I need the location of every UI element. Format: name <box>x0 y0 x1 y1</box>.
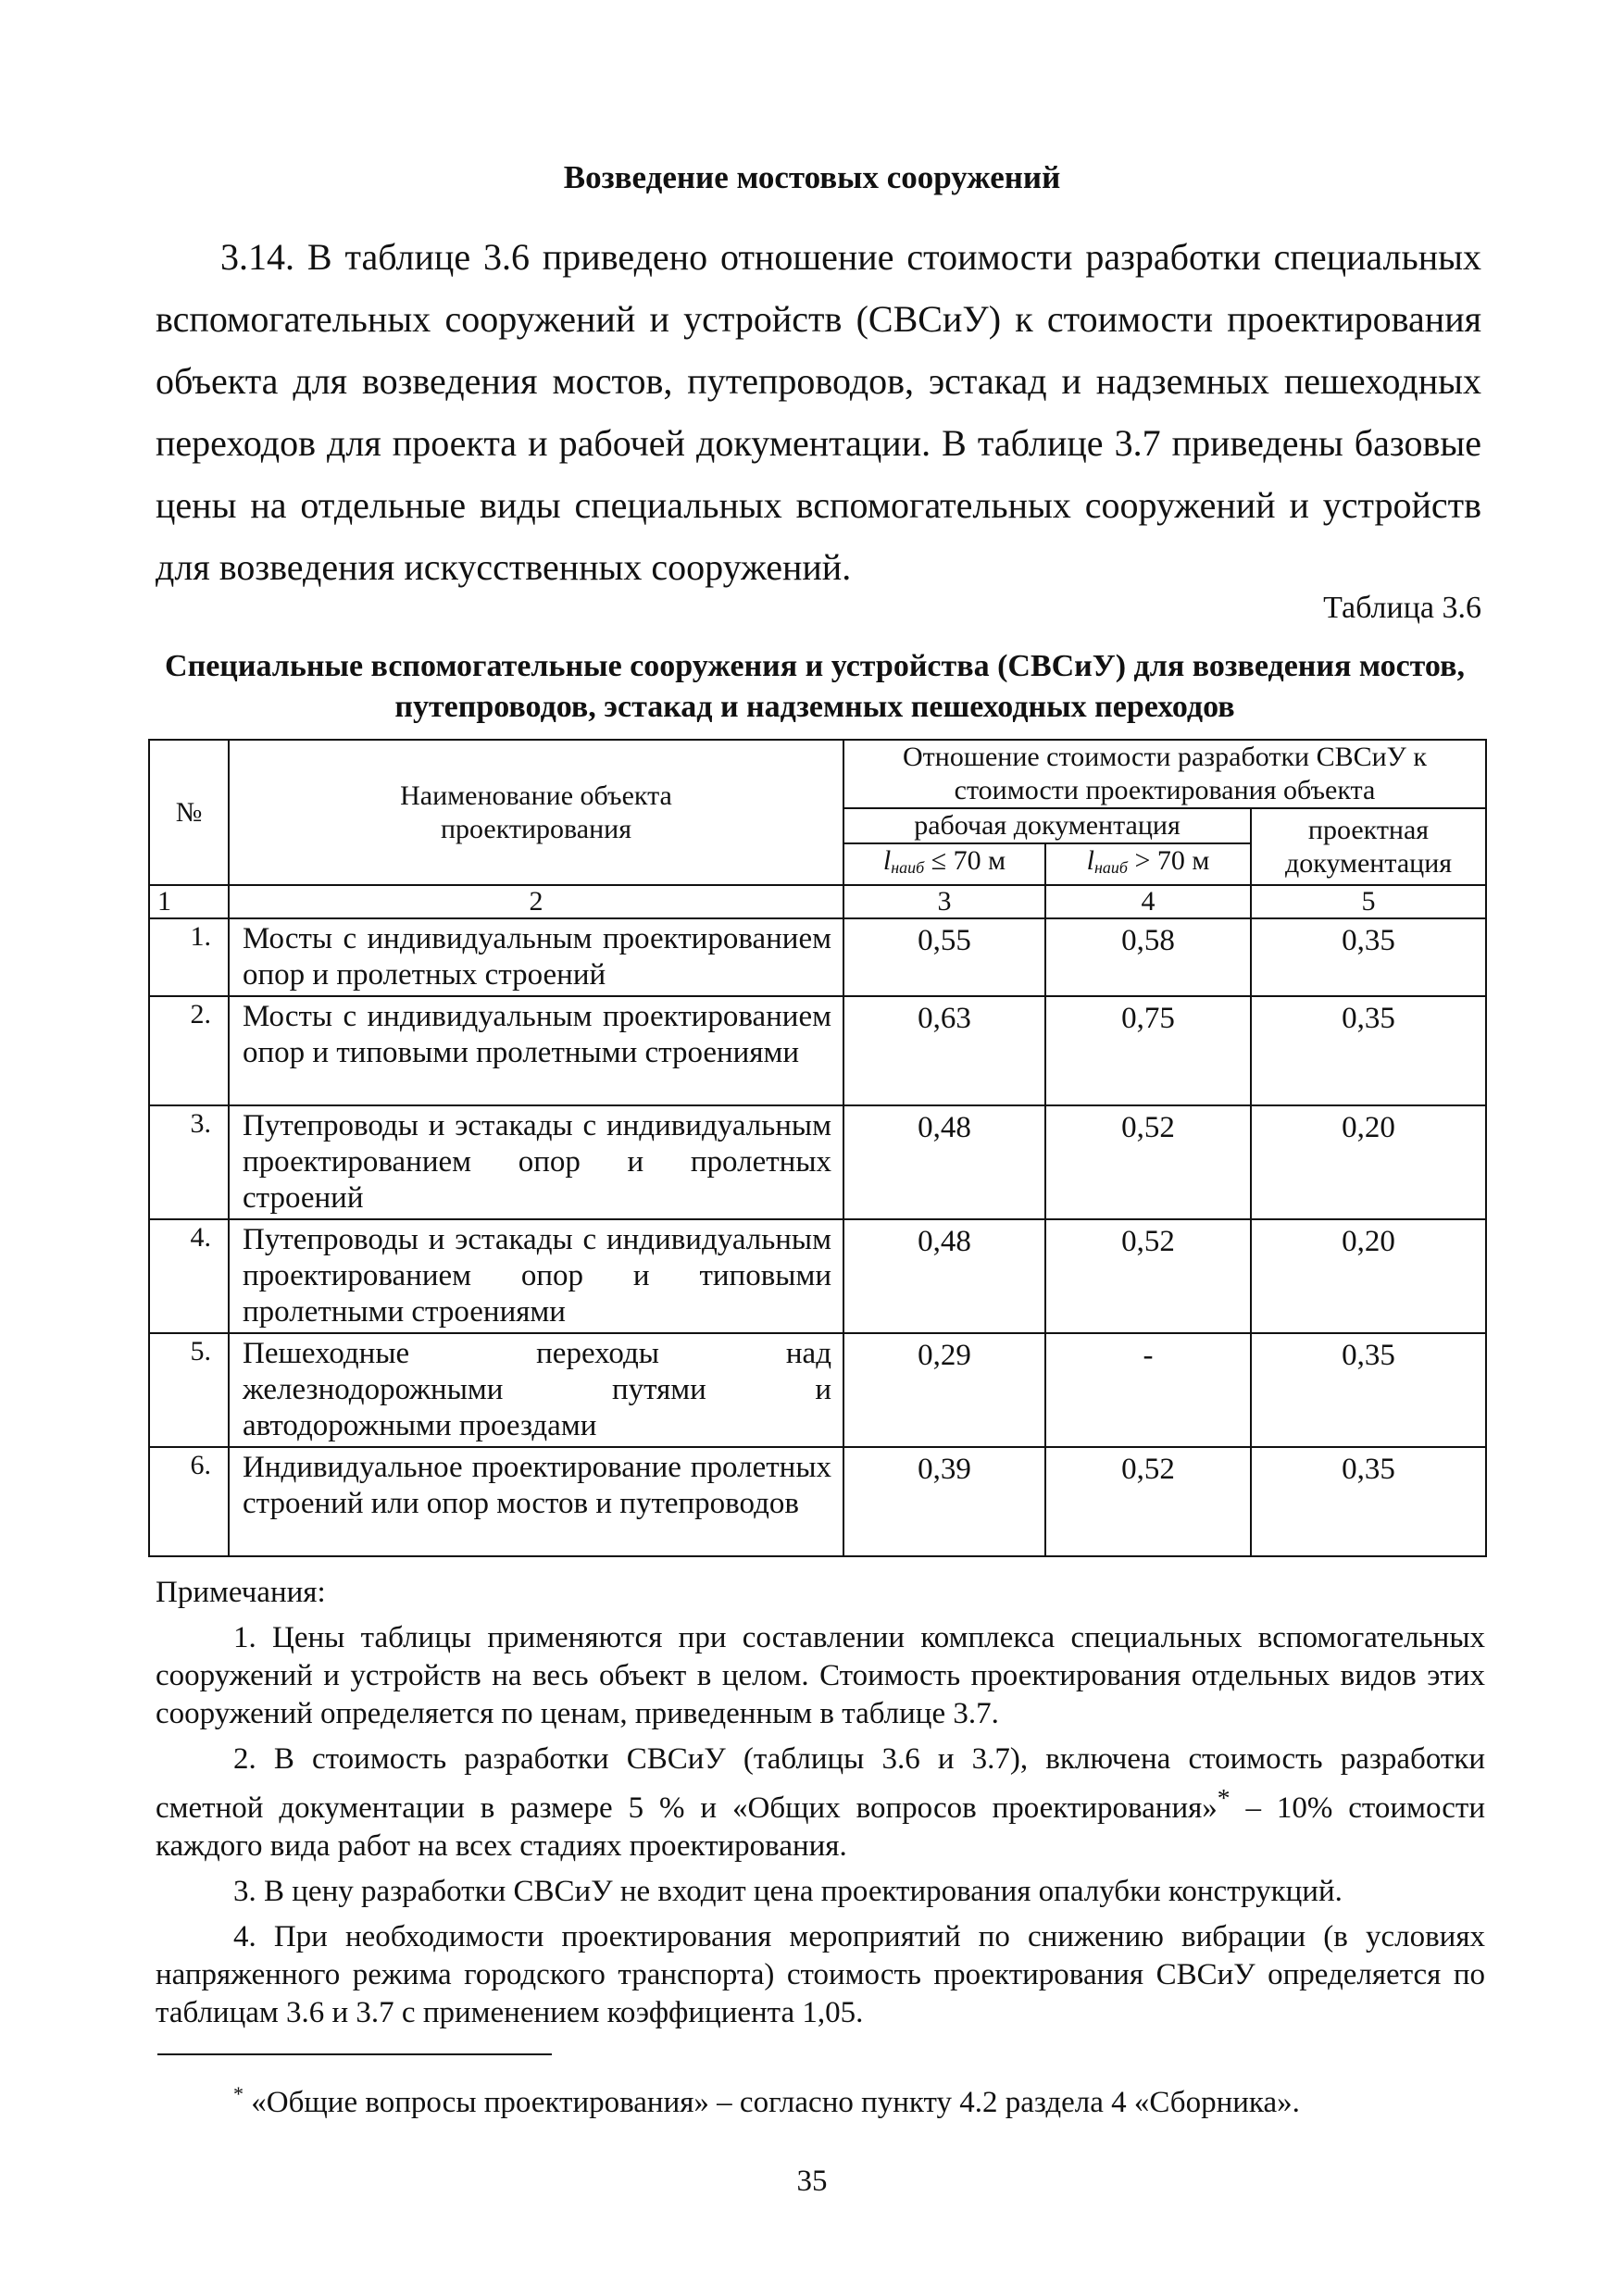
row-value-le-70: 0,39 <box>843 1447 1045 1556</box>
cost-ratio-table <box>148 739 1487 1557</box>
length-symbol: l <box>1086 845 1094 876</box>
header-name: Наименование объекта проектирования <box>229 740 843 885</box>
row-number: 3. <box>149 1105 229 1219</box>
note-2-text-end: – 10% стоимости каждого вида работ на всех стадиях проектирования. <box>156 1791 1486 1863</box>
row-name: Пешеходные переходы над железнодорожными путями и автодорожными проездами <box>229 1333 843 1447</box>
length-gt-70-text: > 70 м <box>1134 845 1210 876</box>
row-value-gt-70: 0,52 <box>1045 1219 1251 1333</box>
row-number: 5. <box>149 1333 229 1447</box>
footnote <box>233 2074 1300 2123</box>
notes-section <box>156 1574 1485 2040</box>
length-le-70-text: ≤ 70 м <box>931 845 1006 876</box>
column-index-row <box>149 885 1486 918</box>
notes-title: Примечания: <box>156 1576 326 1609</box>
footnote-text: «Общие вопросы проектирования» – согласно пункту 4.2 раздела 4 «Сборника». <box>244 2086 1300 2119</box>
column-index: 2 <box>229 885 843 918</box>
header-project-docs: проектная документация <box>1251 808 1486 885</box>
length-subscript: наиб <box>891 858 925 877</box>
table-row <box>149 1447 1486 1556</box>
table-row <box>149 996 1486 1105</box>
length-subscript: наиб <box>1093 858 1128 877</box>
row-number: 4. <box>149 1219 229 1333</box>
row-value-le-70: 0,29 <box>843 1333 1045 1447</box>
length-symbol: l <box>882 845 892 876</box>
row-value-gt-70: 0,58 <box>1045 918 1251 996</box>
table-title: Специальные вспомогательные сооружения и устройства (СВСиУ) для возведения мостов, путепроводов, эстакад и надземных пешеходных переходов <box>165 649 1465 724</box>
row-value-project: 0,20 <box>1251 1219 1486 1333</box>
header-working-docs: рабочая документация <box>843 808 1251 843</box>
header-no: № <box>149 740 229 885</box>
row-value-gt-70: - <box>1045 1333 1251 1447</box>
row-value-le-70: 0,48 <box>843 1105 1045 1219</box>
row-name: Путепроводы и эстакады с индивидуальным проектированием опор и типовыми пролетными строениями <box>229 1219 843 1333</box>
row-value-le-70: 0,55 <box>843 918 1045 996</box>
row-name: Мосты с индивидуальным проектированием опор и типовыми пролетными строениями <box>229 996 843 1105</box>
column-index: 5 <box>1251 885 1486 918</box>
row-name: Индивидуальное проектирование пролетных строений или опор мостов и путепроводов <box>229 1447 843 1556</box>
intro-paragraph: 3.14. В таблице 3.6 приведено отношение стоимости разработки специальных вспомогательных сооружений и устройств (СВСиУ) к стоимости проектирования объекта для возведения мостов, путепроводов, эстакад и надземных пешеходных переходов для проекта и рабочей документации. В таблице 3.7 приведены базовые цены на отдельные виды специальных вспомогательных сооружений и устройств для возведения искусственных сооружений. <box>156 236 1481 588</box>
row-number: 2. <box>149 996 229 1105</box>
section-title: Возведение мостовых сооружений <box>563 159 1061 195</box>
note-item: 4. При необходимости проектирования мероприятий по снижению вибрации (в условиях напряженного режима городского транспорта) стоимость проектирования СВСиУ определяется по таблицам 3.6 и 3.7 с применением коэффициента 1,05. <box>156 1920 1485 2029</box>
column-index: 4 <box>1045 885 1251 918</box>
row-value-gt-70: 0,52 <box>1045 1447 1251 1556</box>
footnote-marker: * <box>233 2082 244 2105</box>
row-value-project: 0,35 <box>1251 1447 1486 1556</box>
footnote-marker: * <box>1217 1783 1230 1812</box>
header-length-gt-70 <box>1045 843 1251 885</box>
row-value-project: 0,35 <box>1251 1333 1486 1447</box>
row-value-le-70: 0,48 <box>843 1219 1045 1333</box>
column-index: 1 <box>149 885 229 918</box>
note-2-text: 2. В стоимость разработки СВСиУ (таблицы 3.6 и 3.7), включена стоимость разработки сметной документации в размере 5 % и «Общих вопросов проектирования» <box>156 1742 1485 1825</box>
note-item: 3. В цену разработки СВСиУ не входит цена проектирования опалубки конструкций. <box>233 1875 1343 1908</box>
row-value-project: 0,35 <box>1251 918 1486 996</box>
table-row <box>149 1333 1486 1447</box>
row-value-gt-70: 0,52 <box>1045 1105 1251 1219</box>
row-name: Мосты с индивидуальным проектированием опор и пролетных строений <box>229 918 843 996</box>
row-value-gt-70: 0,75 <box>1045 996 1251 1105</box>
table-row <box>149 1219 1486 1333</box>
table-row <box>149 1105 1486 1219</box>
footnote-divider <box>157 2053 552 2055</box>
row-value-le-70: 0,63 <box>843 996 1045 1105</box>
note-item: 1. Цены таблицы применяются при составлении комплекса специальных вспомогательных сооружений и устройств на весь объект в целом. Стоимость проектирования отдельных видов этих сооружений определяется по ценам, приведенным в таблице 3.7. <box>156 1621 1485 1730</box>
column-index: 3 <box>843 885 1045 918</box>
row-number: 6. <box>149 1447 229 1556</box>
table-number: Таблица 3.6 <box>1323 591 1481 625</box>
row-value-project: 0,35 <box>1251 996 1486 1105</box>
row-name: Путепроводы и эстакады с индивидуальным проектированием опор и пролетных строений <box>229 1105 843 1219</box>
row-number: 1. <box>149 918 229 996</box>
row-value-project: 0,20 <box>1251 1105 1486 1219</box>
header-ratio: Отношение стоимости разработки СВСиУ к стоимости проектирования объекта <box>843 740 1486 808</box>
page-number: 35 <box>796 2165 828 2198</box>
note-item <box>156 1741 1485 1866</box>
header-length-le-70 <box>843 843 1045 885</box>
cost-ratio-table-wrap <box>148 739 1485 1557</box>
table-row <box>149 918 1486 996</box>
